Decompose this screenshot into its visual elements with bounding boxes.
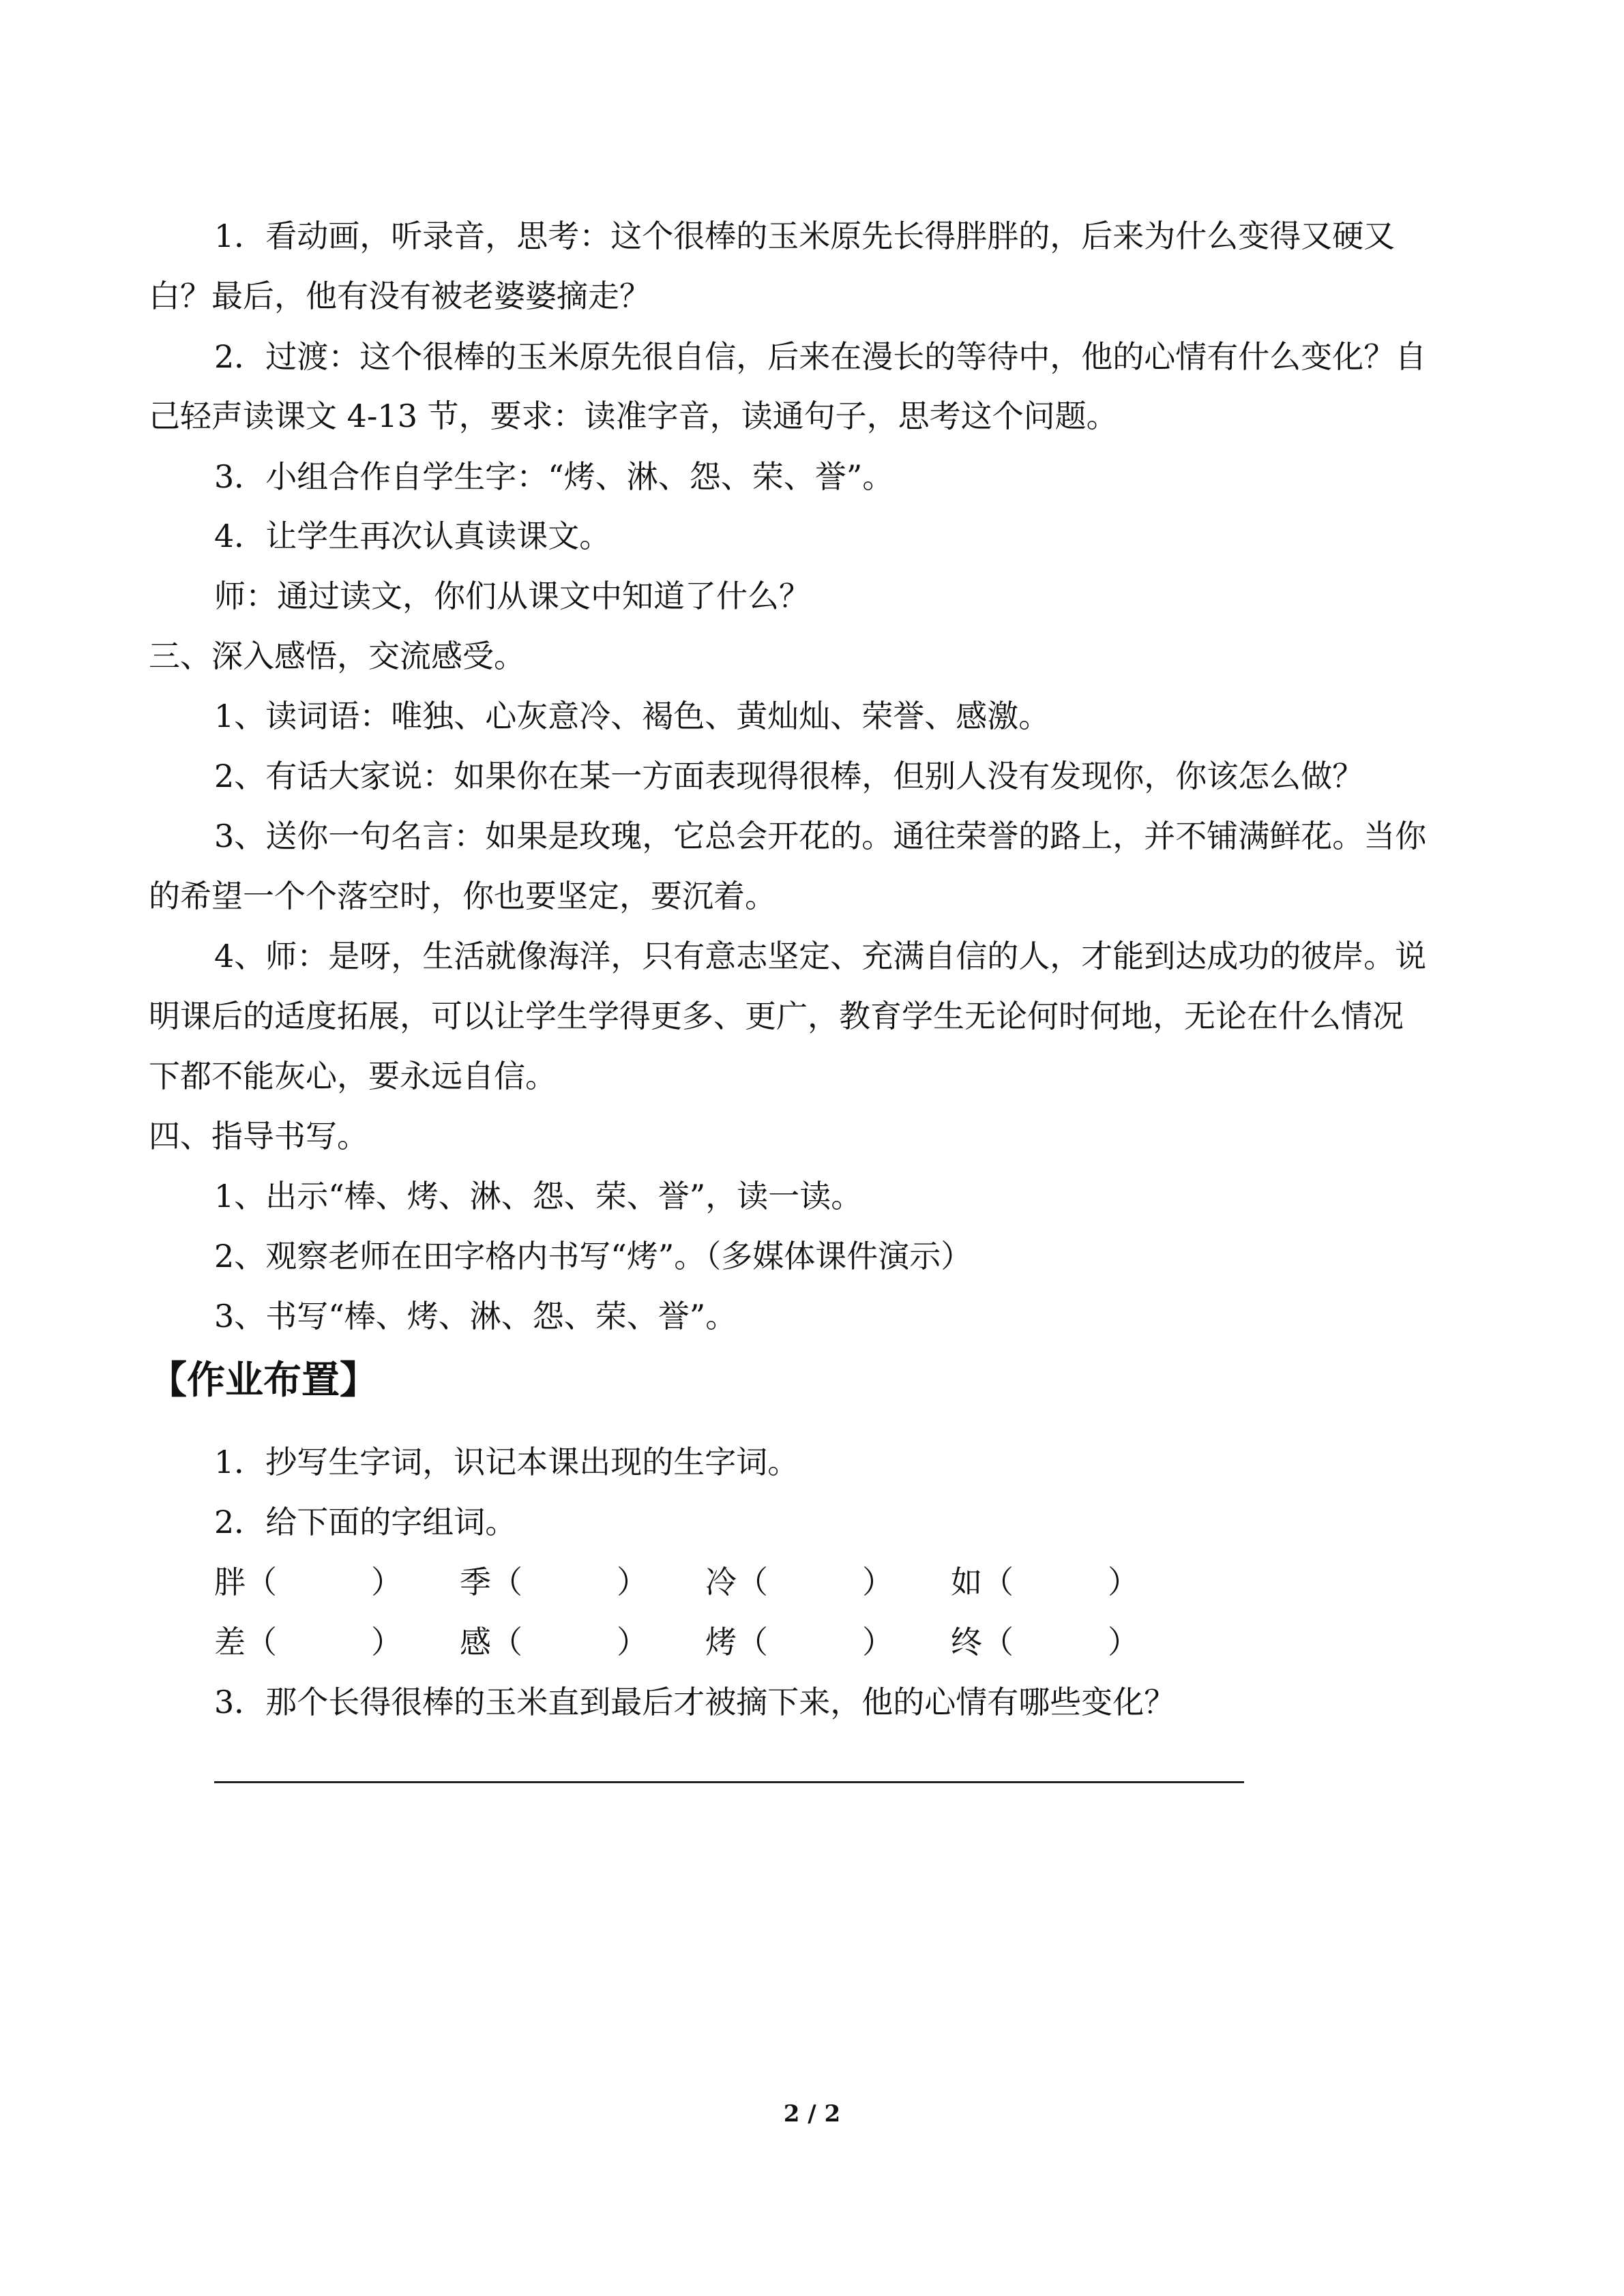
paragraph-line: 2．过渡：这个很棒的玉米原先很自信，后来在漫长的等待中，他的心情有什么变化？自: [214, 338, 1427, 375]
word-group-cell: 如（ ）: [951, 1564, 1139, 1600]
section-heading: 四、指导书写。: [149, 1118, 368, 1154]
word-group-cell: 季（ ）: [460, 1564, 648, 1600]
paragraph-line: 3．小组合作自学生字：“烤、淋、怨、荣、誉”。: [214, 458, 894, 495]
paragraph-line: 师：通过读文，你们从课文中知道了什么？: [214, 578, 810, 614]
paragraph-line: 己轻声读课文 4-13 节，要求：读准字音，读通句子，思考这个问题。: [149, 398, 1118, 434]
word-group-cell: 感（ ）: [460, 1624, 648, 1660]
paragraph-line: 2、有话大家说：如果你在某一方面表现得很棒，但别人没有发现你，你该怎么做？: [214, 758, 1364, 794]
paragraph-line: 1．看动画，听录音，思考：这个很棒的玉米原先长得胖胖的，后来为什么变得又硬又: [214, 218, 1396, 254]
word-group-cell: 冷（ ）: [705, 1564, 894, 1600]
paragraph-line: 4、师：是呀，生活就像海洋，只有意志坚定、充满自信的人，才能到达成功的彼岸。说: [214, 938, 1427, 974]
paragraph-line: 2、观察老师在田字格内书写“烤”。（多媒体课件演示）: [214, 1238, 973, 1274]
word-group-cell: 胖（ ）: [214, 1564, 402, 1600]
paragraph-line: 1、读词语：唯独、心灰意冷、褐色、黄灿灿、荣誉、感激。: [214, 698, 1050, 734]
page-number: 2 / 2: [783, 2100, 841, 2128]
paragraph-line: 明课后的适度拓展，可以让学生学得更多、更广，教育学生无论何时何地，无论在什么情况: [149, 998, 1404, 1034]
paragraph-line: 的希望一个个落空时，你也要坚定，要沉着。: [149, 878, 776, 914]
paragraph-line: 白？最后，他有没有被老婆婆摘走？: [149, 278, 651, 314]
word-group-cell: 烤（ ）: [705, 1624, 894, 1660]
homework-item: 2．给下面的字组词。: [214, 1504, 517, 1540]
paragraph-line: 下都不能灰心，要永远自信。: [149, 1058, 557, 1094]
homework-item: 1．抄写生字词，识记本课出现的生字词。: [214, 1444, 799, 1480]
paragraph-line: 4．让学生再次认真读课文。: [214, 518, 611, 554]
paragraph-line: 1、出示“棒、烤、淋、怨、荣、誉”，读一读。: [214, 1178, 863, 1214]
paragraph-line: 3、送你一句名言：如果是玫瑰，它总会开花的。通往荣誉的路上，并不铺满鲜花。当你: [214, 818, 1427, 854]
word-group-cell: 差（ ）: [214, 1624, 402, 1660]
section-heading: 三、深入感悟，交流感受。: [149, 638, 525, 674]
answer-line: [214, 1781, 1244, 1783]
word-group-cell: 终（ ）: [951, 1624, 1139, 1660]
paragraph-line: 3、书写“棒、烤、淋、怨、荣、誉”。: [214, 1298, 737, 1335]
homework-title: 【作业布置】: [149, 1358, 378, 1403]
homework-item: 3．那个长得很棒的玉米直到最后才被摘下来，他的心情有哪些变化？: [214, 1684, 1176, 1720]
